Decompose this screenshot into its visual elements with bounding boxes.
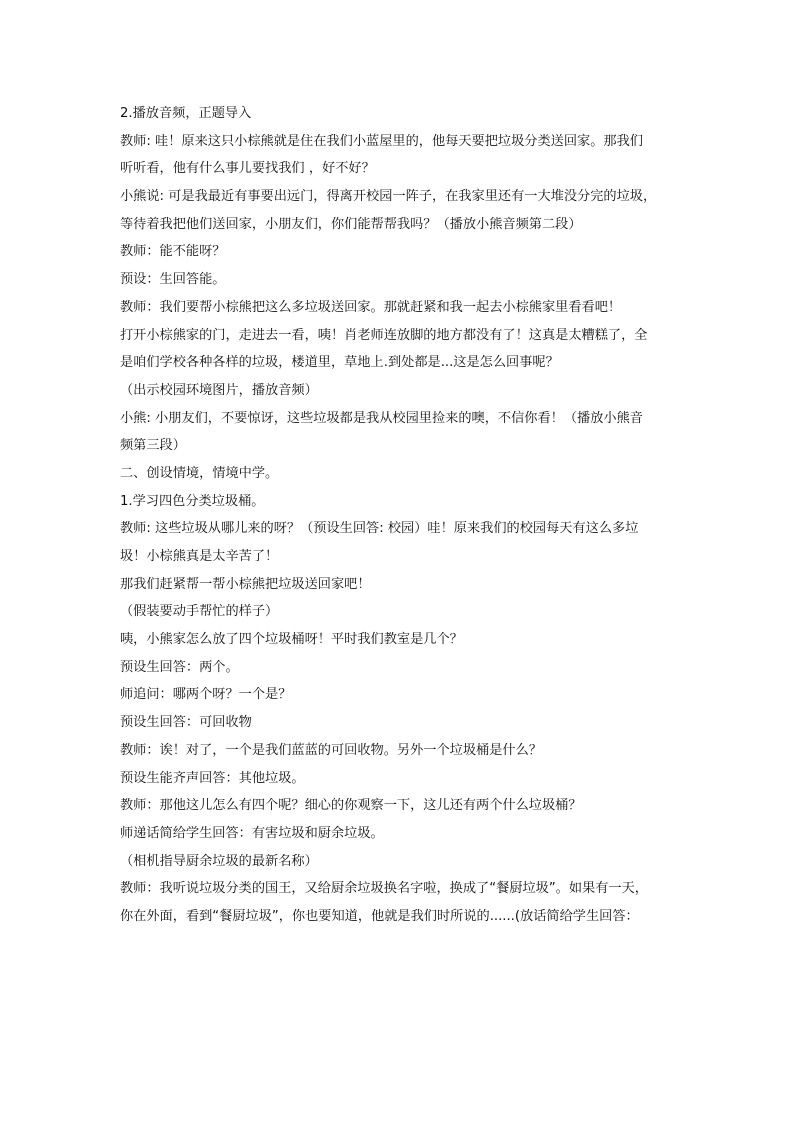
paragraph-line: （假装要动手帮忙的样子） xyxy=(120,604,279,620)
paragraph-line: 教师：诶！对了，一个是我们蓝蓝的可回收物。另外一个垃圾桶是什么？ xyxy=(120,742,542,758)
section-heading: 2.播放音频，正题导入 xyxy=(120,106,252,121)
paragraph-line: 教师: 这些垃圾从哪儿来的呀？（预设生回答: 校园）哇！原来我们的校园每天有这么多垃 xyxy=(120,521,639,537)
paragraph-line: 是咱们学校各种各样的垃圾，楼道里，草地上.到处都是...这是怎么回事呢？ xyxy=(120,355,559,371)
paragraph-line: （出示校园环境图片，播放音频） xyxy=(120,382,318,398)
paragraph-line: 咦，小熊家怎么放了四个垃圾桶呀！平时我们教室是几个？ xyxy=(120,632,463,648)
paragraph-line: 听听看，他有什么事儿要找我们 ，好不好？ xyxy=(120,161,375,177)
paragraph-line: 教师: 哇！原来这只小棕熊就是住在我们小蓝屋里的，他每天要把垃圾分类送回家。那我们 xyxy=(120,133,643,149)
paragraph-line: 打开小棕熊家的门，走进去一看，咦！肖老师连放脚的地方都没有了！这真是太糟糕了，全 xyxy=(120,327,648,343)
paragraph-line: 频第三段） xyxy=(120,438,186,454)
paragraph-line: 预设生回答：可回收物 xyxy=(120,715,252,731)
paragraph-line: 小熊: 小朋友们，不要惊讶，这些垃圾都是我从校园里捡来的噢，不信你看！（播放小熊音 xyxy=(120,410,643,426)
section-heading: 1.学习四色分类垃圾桶。 xyxy=(120,493,265,509)
paragraph-line: 预设：生回答能。 xyxy=(120,272,226,288)
paragraph-line: 你在外面，看到“餐厨垃圾”，你也要知道，他就是我们时所说的......(放话简给学生回答： xyxy=(120,908,639,924)
paragraph-line: 师递话简给学生回答：有害垃圾和厨余垃圾。 xyxy=(120,825,384,841)
paragraph-line: 等待着我把他们送回家，小朋友们，你们能帮帮我吗？（播放小熊音频第二段） xyxy=(120,216,582,232)
paragraph-line: 那我们赶紧帮一帮小棕熊把垃圾送回家吧！ xyxy=(120,576,371,592)
paragraph-line: 师追问：哪两个呀？一个是？ xyxy=(120,687,292,703)
paragraph-line: 教师：那他这儿怎么有四个呢？细心的你观察一下，这儿还有两个什么垃圾桶？ xyxy=(120,798,582,814)
paragraph-line: （相机指导厨余垃圾的最新名称） xyxy=(120,853,318,869)
paragraph-line: 预设生回答：两个。 xyxy=(120,659,239,675)
paragraph-line: 圾！小棕熊真是太辛苦了！ xyxy=(120,549,279,564)
paragraph-line: 小熊说: 可是我最近有事要出远门，得离开校园一阵子，在我家里还有一大堆没分完的垃圾， xyxy=(120,189,657,205)
paragraph-line: 预设生能齐声回答：其他垃圾。 xyxy=(120,770,305,786)
paragraph-line: 教师：我们要帮小棕熊把这么多垃圾送回家。那就赶紧和我一起去小棕熊家里看看吧！ xyxy=(120,299,622,315)
paragraph-line: 教师：能不能呀？ xyxy=(120,244,226,260)
section-heading: 二、创设情境，情境中学。 xyxy=(120,465,279,481)
document-body xyxy=(120,100,685,931)
paragraph-line: 教师：我听说垃圾分类的国王，又给厨余垃圾换名字啦，换成了“餐厨垃圾”。如果有一天， xyxy=(120,881,648,897)
